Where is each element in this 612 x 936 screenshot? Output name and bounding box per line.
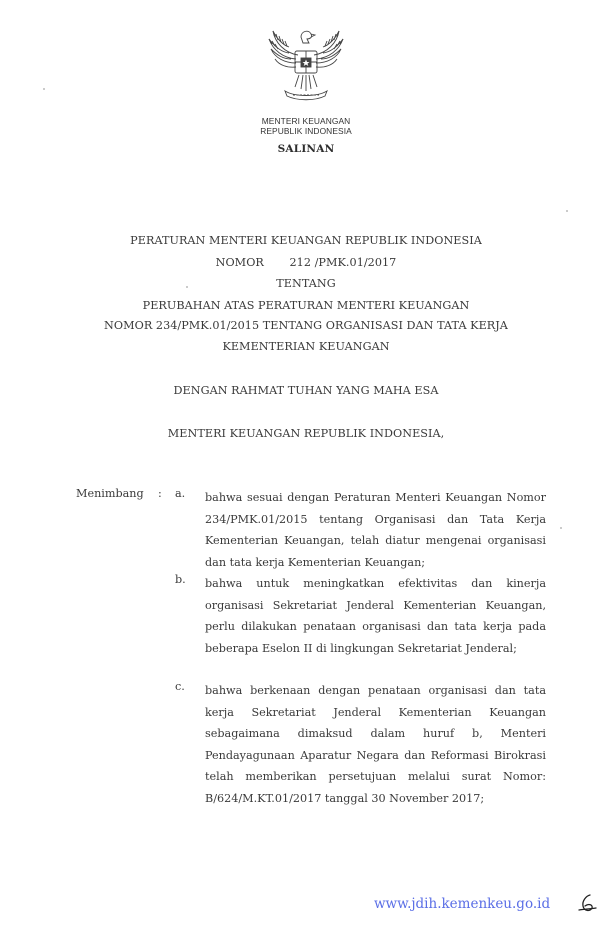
regulation-number [0, 255, 612, 271]
scan-speck [566, 210, 568, 212]
institution-line-2: REPUBLIK INDONESIA [260, 126, 352, 136]
garuda-emblem-icon [263, 25, 349, 111]
subject-line-1: PERUBAHAN ATAS PERATURAN MENTERI KEUANGAN [142, 299, 470, 312]
item-text: bahwa untuk meningkatkan efektivitas dan kinerja organisasi Sekretariat Jenderal Kementerian Keuangan, perlu dilakukan penataan organisasi dan tata kerja pada beberapa Eselon II di lingkungan Sekretariat Jenderal; [205, 577, 546, 655]
item-letter: b. [175, 573, 186, 586]
scan-speck [43, 88, 45, 90]
tentang-label: TENTANG [276, 277, 336, 290]
subject-line-2: NOMOR 234/PMK.01/2015 TENTANG ORGANISASI DAN TATA KERJA [104, 319, 508, 332]
institution-line-1: MENTERI KEUANGAN [261, 116, 351, 126]
copy-label: SALINAN [277, 143, 335, 155]
regulation-title: PERATURAN MENTERI KEUANGAN REPUBLIK INDONESIA [130, 234, 482, 247]
considerations-colon: : [158, 487, 162, 500]
nomor-value: 212 /PMK.01/2017 [289, 256, 397, 269]
invocation: DENGAN RAHMAT TUHAN YANG MAHA ESA [173, 384, 439, 397]
item-letter: a. [175, 487, 186, 500]
item-text: bahwa berkenaan dengan penataan organisasi dan tata kerja Sekretariat Jenderal Kementerian Keuangan sebagaimana dimaksud dalam huruf b, Menteri Pendayagunaan Aparatur Negara dan Reformasi Birokrasi telah memberikan persetujuan melalui surat Nomor: B/624/M.KT.01/2017 tanggal 30 November 2017; [205, 684, 546, 805]
jdih-website-link[interactable]: www.jdih.kemenkeu.go.id [374, 896, 551, 912]
nomor-label: NOMOR [215, 256, 264, 269]
subject-line-3: KEMENTERIAN KEUANGAN [222, 340, 390, 353]
issuer: MENTERI KEUANGAN REPUBLIK INDONESIA, [167, 427, 445, 440]
item-text: bahwa sesuai dengan Peraturan Menteri Keuangan Nomor 234/PMK.01/2015 tentang Organisasi dan Tata Kerja Kementerian Keuangan, telah diatur mengenai organisasi dan tata kerja Kementerian Keuangan; [205, 491, 546, 569]
considerations-label: Menimbang [76, 487, 144, 500]
scan-speck [186, 286, 188, 288]
item-letter: c. [175, 680, 185, 693]
handwritten-initial-icon [576, 893, 598, 917]
scan-speck [560, 527, 562, 529]
